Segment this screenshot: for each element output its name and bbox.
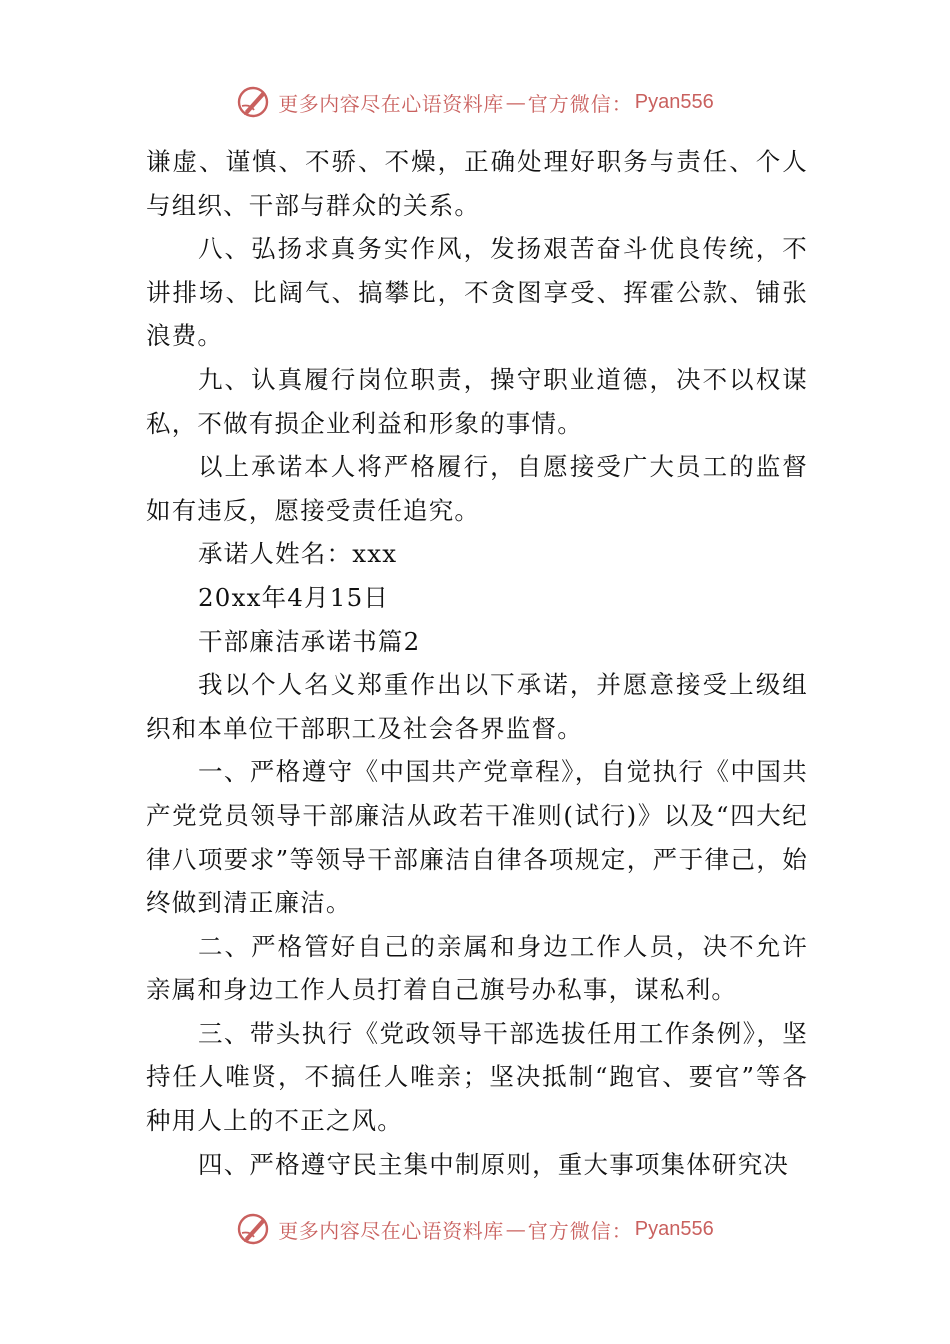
document-body: [146, 140, 808, 1186]
paragraph: 一、严格遵守《中国共产党章程》，自觉执行《中国共产党党员领导干部廉洁从政若干准则(试行)》以及“四大纪律八项要求”等领导干部廉洁自律各项规定，严于律己，始终做到清正廉洁。: [146, 757, 808, 918]
paragraph: 八、弘扬求真务实作风，发扬艰苦奋斗优良传统，不讲排场、比阔气、搞攀比，不贪图享受、挥霍公款、铺张浪费。: [146, 234, 808, 351]
pen-logo-icon: [236, 84, 272, 120]
paragraph: 二、严格管好自己的亲属和身边工作人员，决不允许亲属和身边工作人员打着自己旗号办私事，谋私利。: [146, 931, 808, 1005]
footer-watermark-banner: [0, 1209, 950, 1249]
paragraph: 九、认真履行岗位职责，操守职业道德，决不以权谋私，不做有损企业利益和形象的事情。: [146, 364, 808, 438]
footer-banner-dash: —: [505, 1217, 526, 1241]
paragraph: 我以个人名义郑重作出以下承诺，并愿意接受上级组织和本单位干部职工及社会各界监督。: [146, 670, 808, 743]
paragraph: 谦虚、谨慎、不骄、不燥，正确处理好职务与责任、个人与组织、干部与群众的关系。: [146, 147, 808, 220]
header-banner-dash: —: [505, 90, 526, 114]
footer-banner-wechat-id: Pyan556: [634, 1217, 714, 1240]
paragraph: 以上承诺本人将严格履行，自愿接受广大员工的监督如有违反，愿接受责任追究。: [146, 452, 808, 525]
section-heading: 干部廉洁承诺书篇2: [198, 626, 421, 656]
signer-name: 承诺人姓名：xxx: [198, 539, 398, 569]
footer-banner-text: 更多内容尽在心语资料库: [278, 1218, 504, 1243]
paragraph: 四、严格遵守民主集中制原则，重大事项集体研究决: [198, 1149, 790, 1179]
header-watermark-banner: [0, 82, 950, 122]
header-banner-wechat-id: Pyan556: [634, 90, 714, 113]
footer-banner-wechat-label: 官方微信：: [527, 1218, 633, 1243]
pen-logo-icon: [236, 1211, 272, 1247]
sign-date: 20xx年4月15日: [198, 582, 390, 612]
paragraph: 三、带头执行《党政领导干部选拔任用工作条例》，坚持任人唯贤，不搞任人唯亲；坚决抵制“跑官、要官”等各种用人上的不正之风。: [146, 1018, 808, 1136]
header-banner-text: 更多内容尽在心语资料库: [278, 91, 504, 116]
header-banner-wechat-label: 官方微信：: [527, 91, 633, 116]
